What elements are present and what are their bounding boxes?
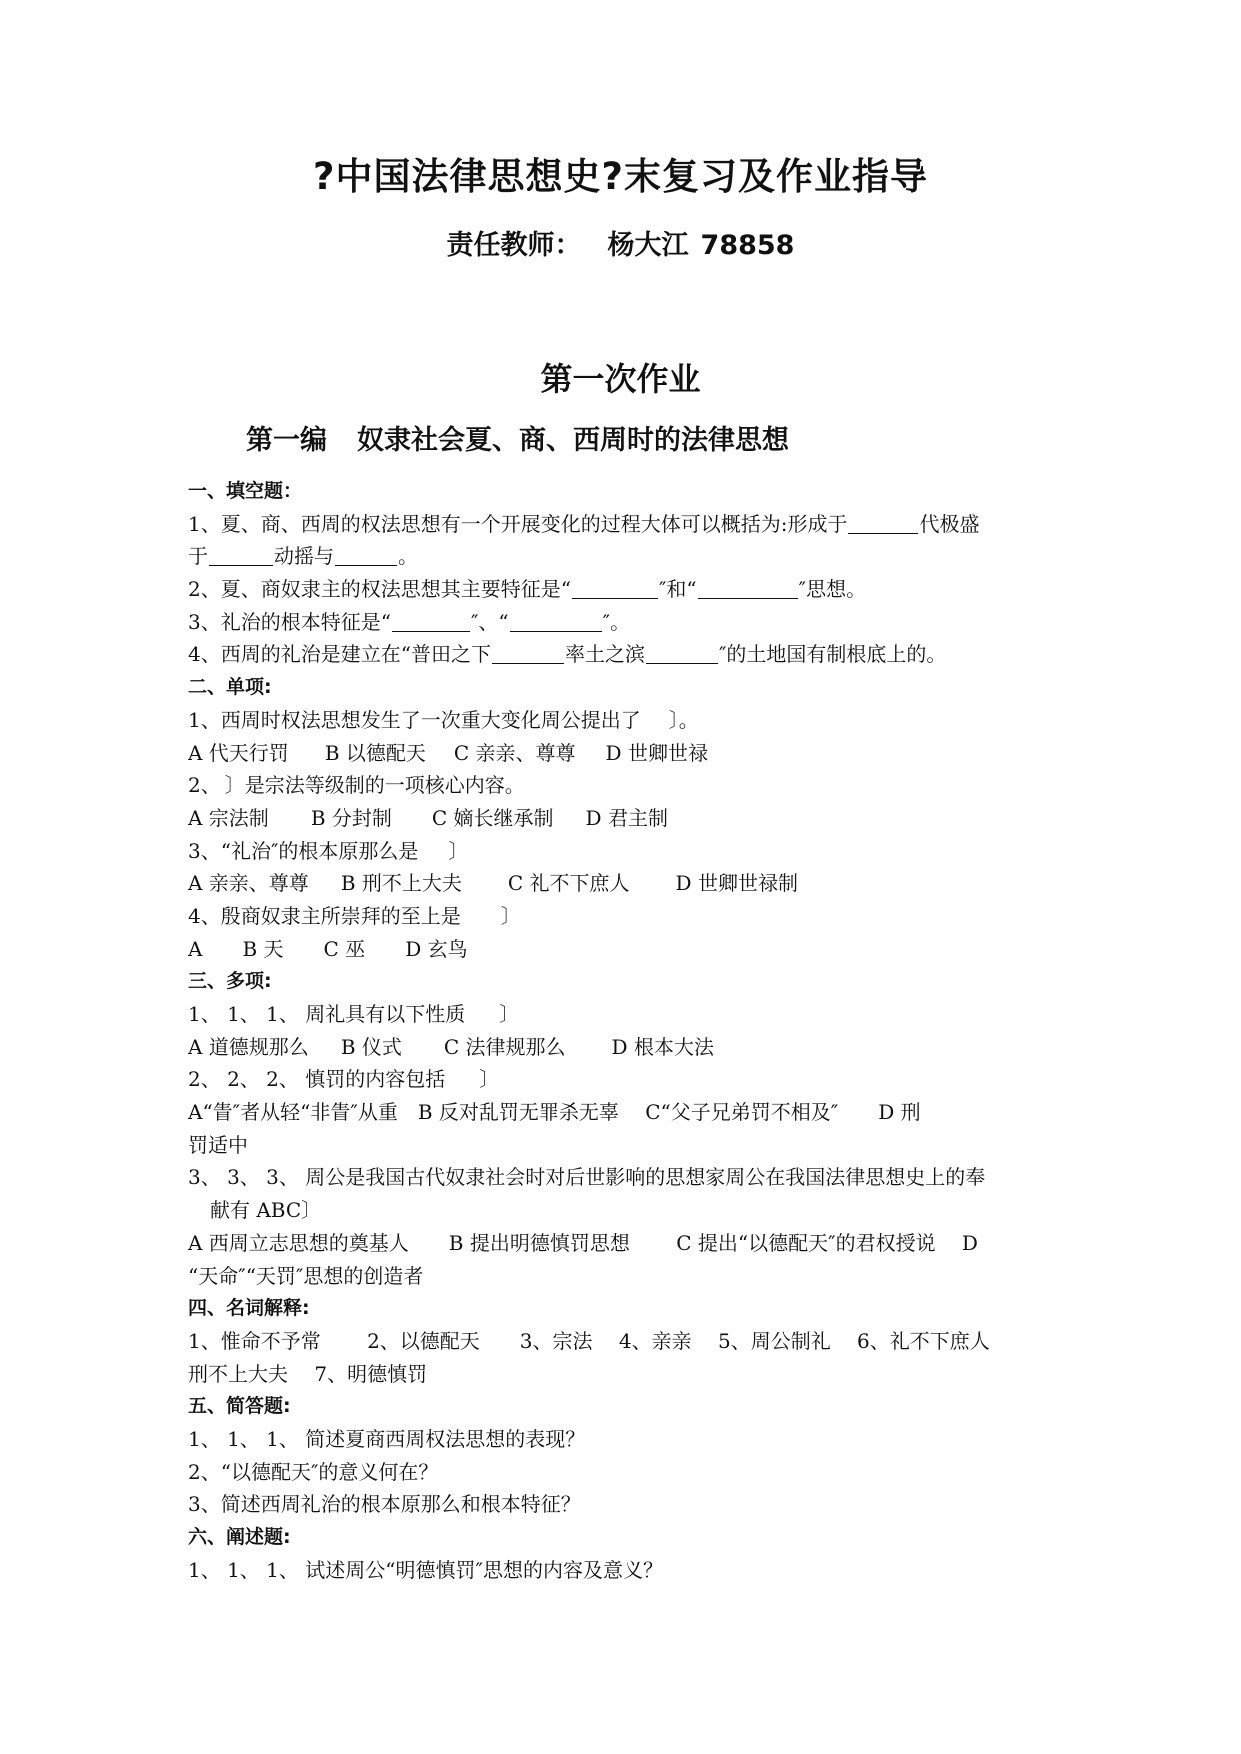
question-text: 2、 2、 2、 慎罚的内容包括 bbox=[188, 1067, 446, 1092]
option: A 宗法制 bbox=[188, 805, 269, 830]
options-line bbox=[188, 802, 1068, 835]
question-text: ″思想。 bbox=[798, 577, 867, 602]
option: C 嫡长继承制 bbox=[431, 805, 554, 830]
answer-blank bbox=[335, 545, 397, 566]
option: A 代天行罚 bbox=[188, 740, 289, 765]
option: B 仪式 bbox=[340, 1034, 402, 1059]
terms-line: 1、惟命不予常 2、以德配天 3、宗法 4、亲亲 5、周公制礼 6、礼不下庶人 bbox=[188, 1328, 990, 1353]
question-text: 4、殷商奴隶主所崇拜的至上是 bbox=[188, 903, 461, 928]
options-line bbox=[188, 1031, 1068, 1064]
answer-blank bbox=[492, 643, 564, 664]
option: B 刑不上大夫 bbox=[340, 871, 462, 896]
option: A bbox=[188, 936, 203, 961]
option: C 法律规那么 bbox=[443, 1034, 566, 1059]
option: B 以德配天 bbox=[324, 740, 426, 765]
question-line bbox=[188, 508, 1068, 541]
question-text: 〕 bbox=[479, 1067, 500, 1092]
answer-blank bbox=[848, 513, 918, 534]
question-text: 。 bbox=[398, 544, 418, 569]
teacher-phone: 78858 bbox=[700, 230, 795, 261]
question-line: 3、 3、 3、 周公是我国古代奴隶社会时对后世影响的思想家周公在我国法律思想史上的奉 bbox=[188, 1165, 986, 1190]
question-text: 于 bbox=[188, 544, 208, 569]
question-line bbox=[188, 638, 1068, 671]
question-text: 〕。 bbox=[668, 707, 699, 732]
question-text: 〕 bbox=[500, 903, 521, 928]
option: C 礼不下庶人 bbox=[507, 871, 630, 896]
part-heading bbox=[246, 421, 789, 461]
question-text: 4、西周的礼治是建立在“普田之下 bbox=[188, 642, 491, 667]
question-line: 2、“以德配天″的意义何在？ bbox=[188, 1459, 439, 1484]
question-line bbox=[188, 769, 1068, 802]
question-text: 1、 1、 1、 周礼具有以下性质 bbox=[188, 1002, 466, 1026]
option: A 道德规那么 bbox=[188, 1034, 309, 1059]
answer-blank bbox=[646, 643, 718, 664]
question-text: 动摇与 bbox=[274, 544, 334, 569]
option: D 玄鸟 bbox=[405, 936, 468, 961]
question-text: 率土之滨 bbox=[564, 642, 645, 667]
assignment-heading: 第一次作业 bbox=[540, 360, 701, 398]
question-line bbox=[188, 998, 1068, 1031]
option: C 亲亲、尊尊 bbox=[453, 740, 576, 765]
question-text: 3、“礼治″的根本原那么是 bbox=[188, 838, 419, 863]
question-text: ″的土地国有制根底上的。 bbox=[718, 642, 947, 667]
question-text: 1、西周时权法思想发生了一次重大变化周公提出了 bbox=[188, 707, 641, 732]
section-heading-multiple-choice: 三、多项: bbox=[188, 970, 272, 993]
section-heading-single-choice: 二、单项: bbox=[188, 676, 272, 699]
question-text: ″、“ bbox=[470, 609, 509, 634]
options-line bbox=[188, 867, 1068, 900]
question-line: 献有 ABC〕 bbox=[210, 1198, 322, 1223]
option: B 天 bbox=[242, 936, 284, 961]
terms-line: 刑不上大夫 7、明德慎罚 bbox=[188, 1361, 428, 1386]
part-title: 奴隶社会夏、商、西周时的法律思想 bbox=[357, 425, 789, 456]
teacher-label: 责任教师： bbox=[446, 230, 582, 261]
answer-blank bbox=[698, 578, 798, 599]
option: C 巫 bbox=[323, 936, 366, 961]
section-heading-terms: 四、名词解释: bbox=[188, 1297, 310, 1320]
question-text: 2、 bbox=[188, 773, 221, 798]
option: D 君主制 bbox=[585, 805, 668, 830]
question-text: 代极盛 bbox=[919, 511, 980, 536]
section-heading-essay: 六、阐述题: bbox=[188, 1526, 291, 1548]
section-heading-short-answer: 五、简答题: bbox=[188, 1395, 291, 1418]
question-line bbox=[188, 900, 1068, 933]
question-text: ″和“ bbox=[658, 577, 697, 602]
question-line bbox=[188, 573, 1068, 606]
question-line bbox=[188, 540, 1068, 573]
question-line bbox=[188, 835, 1068, 868]
question-line bbox=[188, 606, 1068, 639]
document-body bbox=[188, 475, 1068, 1586]
option: D 根本大法 bbox=[611, 1034, 714, 1059]
option: B 分封制 bbox=[310, 805, 392, 830]
part-number: 第一编 bbox=[246, 425, 327, 456]
answer-blank bbox=[510, 611, 602, 632]
question-text: 〕 bbox=[448, 838, 469, 863]
question-text: 1、夏、商、西周的权法思想有一个开展变化的过程大体可以概括为:形成于 bbox=[188, 511, 848, 536]
question-text: 〕 bbox=[499, 1002, 520, 1026]
options-line: “天命″“天罚″思想的创造者 bbox=[188, 1263, 424, 1288]
question-line: 1、 1、 1、 简述夏商西周权法思想的表现？ bbox=[188, 1426, 586, 1451]
answer-blank bbox=[572, 578, 658, 599]
option: D 世卿世禄制 bbox=[675, 871, 798, 896]
question-line: 3、简述西周礼治的根本原那么和根本特征？ bbox=[188, 1492, 581, 1517]
option: D 世卿世禄 bbox=[605, 740, 708, 765]
options-line: 罚适中 bbox=[188, 1132, 248, 1157]
answer-blank bbox=[392, 611, 470, 632]
options-line bbox=[188, 933, 1068, 966]
question-line: 1、 1、 1、 试述周公“明德慎罚″思想的内容及意义？ bbox=[188, 1557, 663, 1582]
section-heading-fill-blank: 一、填空题： bbox=[188, 480, 303, 502]
question-line bbox=[188, 704, 1068, 737]
question-text: 〕是宗法等级制的一项核心内容。 bbox=[224, 773, 525, 798]
question-text: 3、礼治的根本特征是“ bbox=[188, 609, 391, 634]
question-line bbox=[188, 1063, 1068, 1096]
options-line: A 西周立志思想的奠基人 B 提出明德慎罚思想 C 提出“以德配天″的君权授说 D bbox=[188, 1230, 978, 1255]
document-title: ?中国法律思想史?末复习及作业指导 bbox=[313, 155, 928, 198]
question-text: ″。 bbox=[602, 609, 631, 634]
option: A 亲亲、尊尊 bbox=[188, 871, 309, 896]
options-line bbox=[188, 737, 1068, 770]
question-text: 2、夏、商奴隶主的权法思想其主要特征是“ bbox=[188, 577, 571, 602]
answer-blank bbox=[209, 545, 273, 566]
options-line: A“眚″者从轻“非眚″从重 B 反对乱罚无罪杀无辜 C“父子兄弟罚不相及″ D 刑 bbox=[188, 1100, 921, 1125]
teacher-line bbox=[0, 226, 1241, 266]
teacher-name: 杨大江 bbox=[607, 230, 689, 261]
